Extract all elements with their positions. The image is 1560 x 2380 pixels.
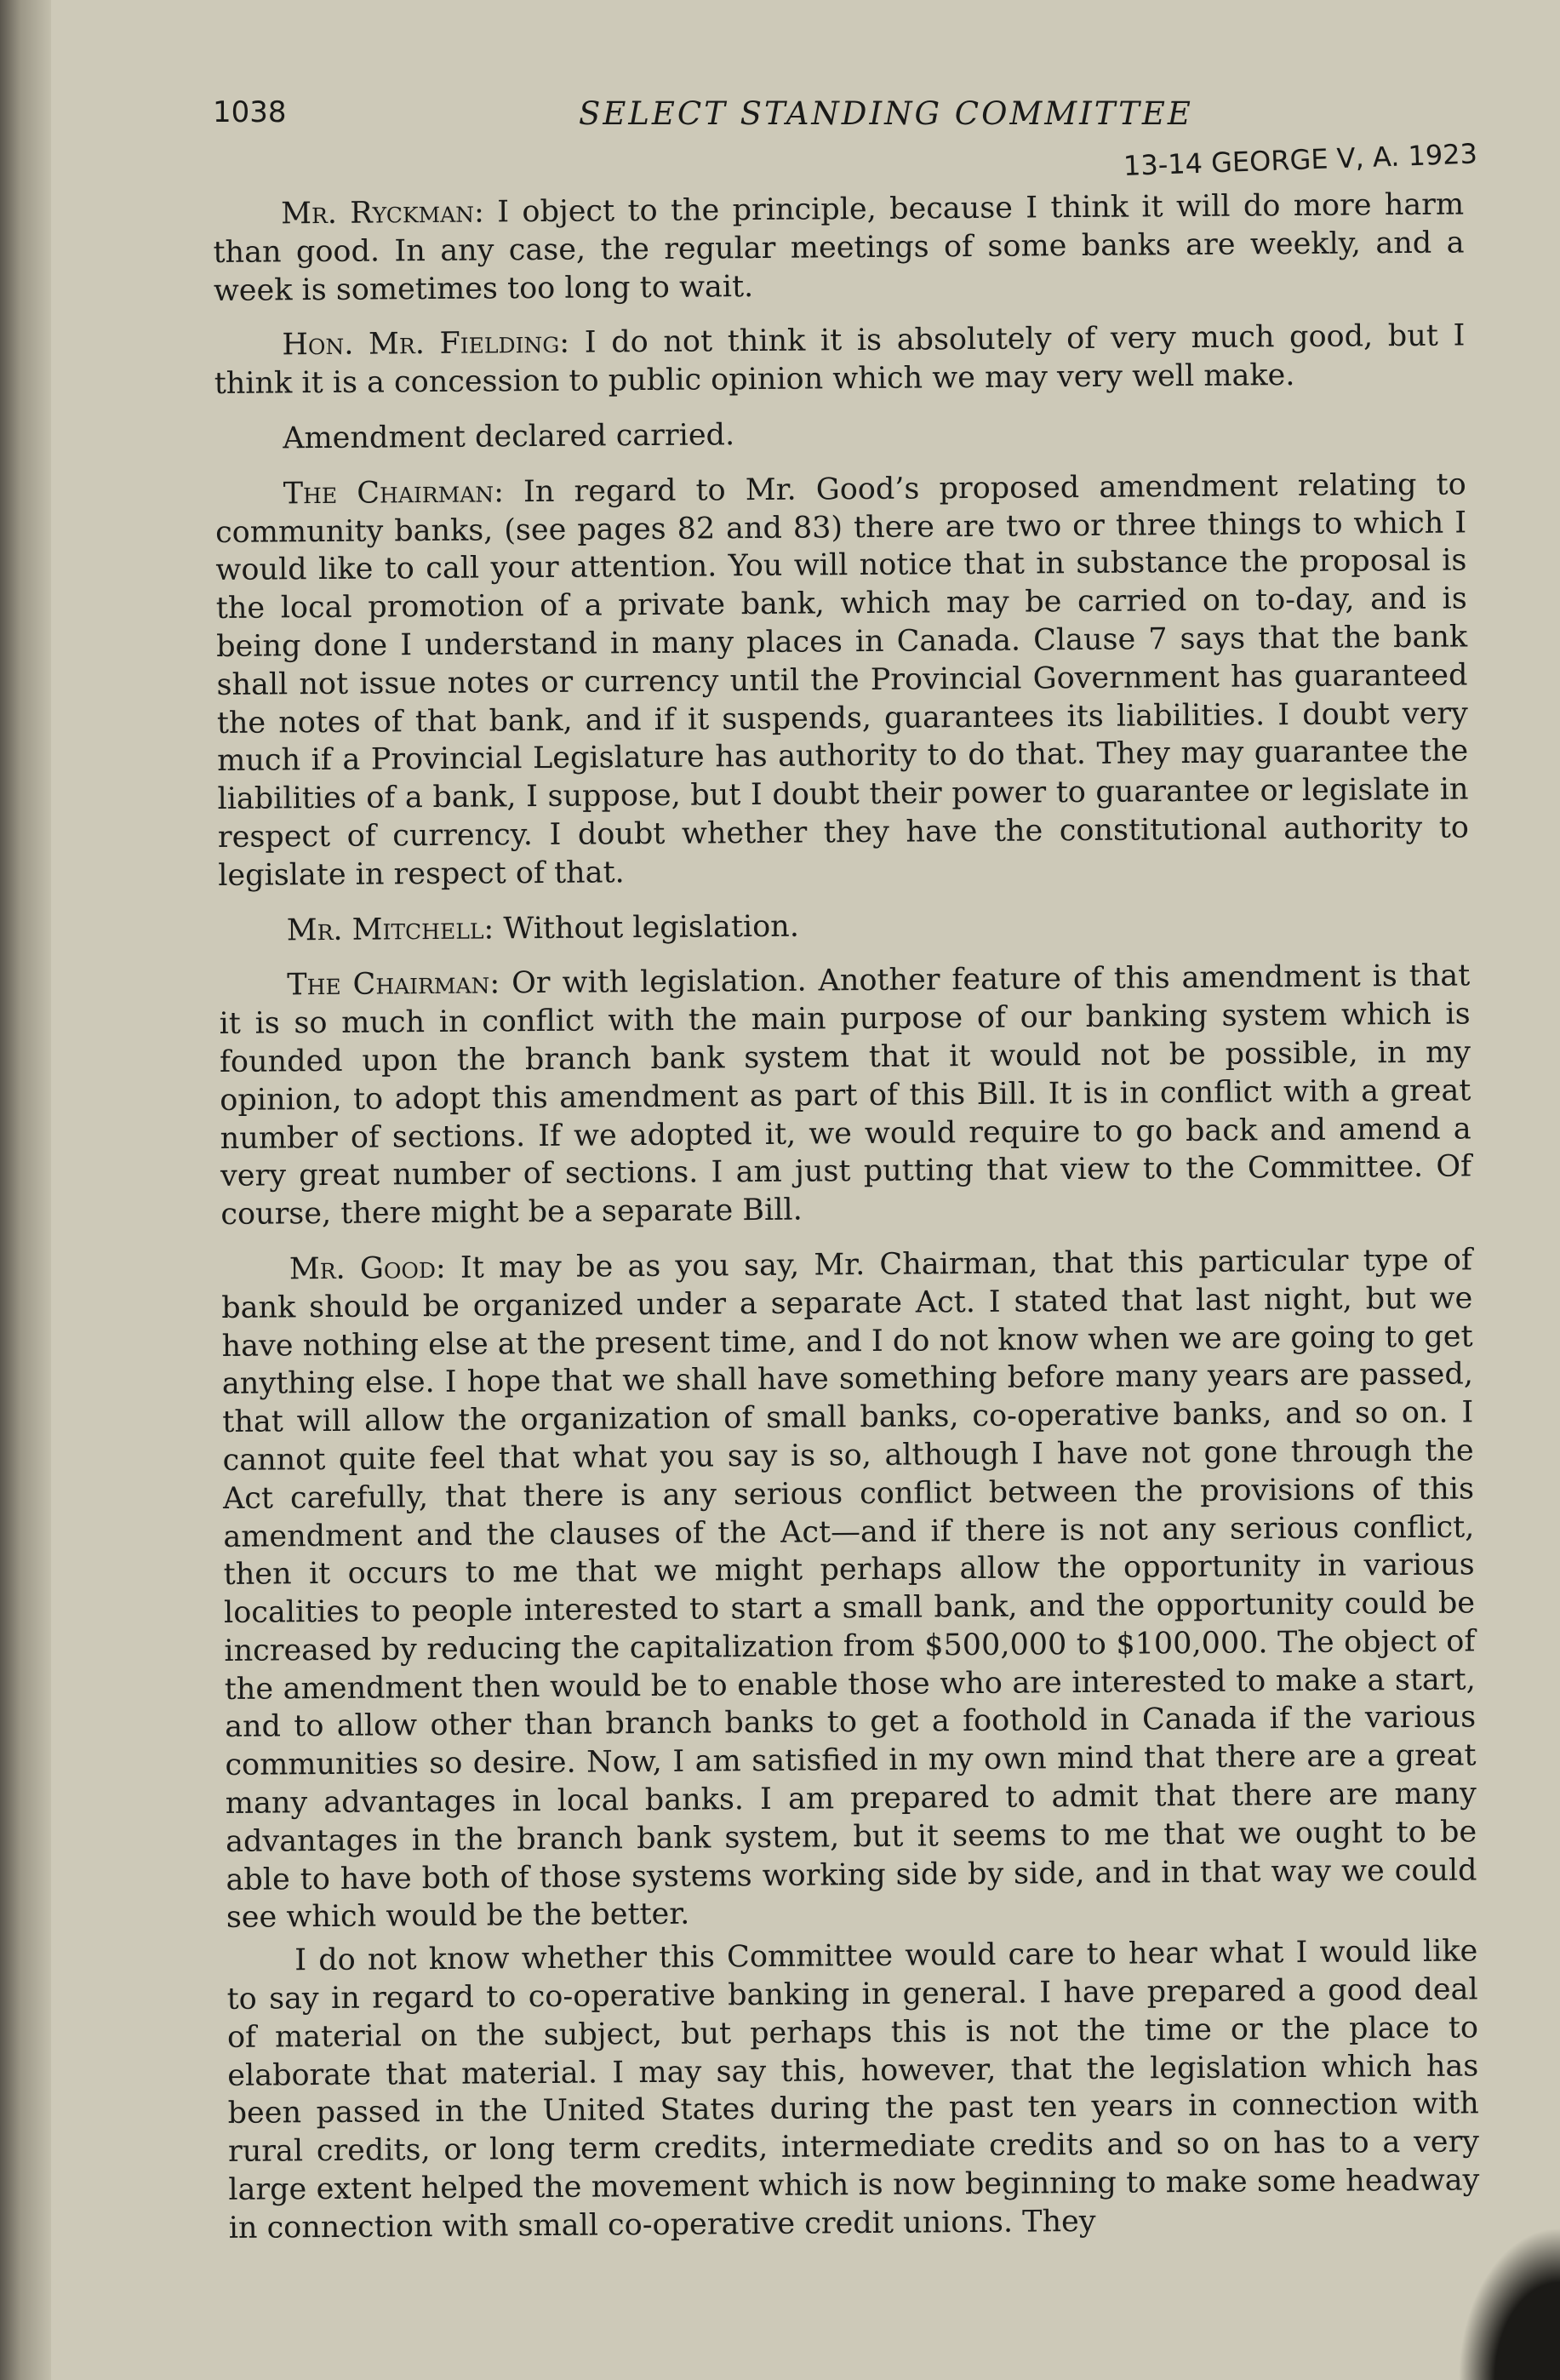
paragraph-text: I object to the principle, because I think it will do more harm than good. In any case, the regular meetings of some banks are weekly, and a week is sometimes too long to wait. bbox=[213, 187, 1465, 308]
paragraph-text: Amendment declared carried. bbox=[283, 418, 735, 456]
speaker-name: Hon. Mr. Fielding: bbox=[282, 326, 570, 363]
paragraph bbox=[226, 1933, 1480, 2248]
page-header bbox=[213, 95, 1498, 146]
paragraph-text: Without legislation. bbox=[494, 909, 800, 946]
speaker-name: The Chairman: bbox=[287, 966, 500, 1003]
running-title: SELECT STANDING COMMITTEE bbox=[579, 95, 1193, 132]
paragraph bbox=[221, 1241, 1477, 1937]
speaker-name: Mr. Mitchell: bbox=[286, 911, 494, 947]
speaker-name: The Chairman: bbox=[283, 475, 505, 512]
paragraph bbox=[213, 186, 1465, 310]
paragraph bbox=[214, 318, 1466, 403]
paragraph bbox=[219, 902, 1470, 950]
paragraph bbox=[219, 958, 1471, 1234]
speaker-name: Mr. Good: bbox=[289, 1250, 446, 1287]
page-number: 1038 bbox=[213, 95, 287, 129]
session-label: 13-14 GEORGE V, A. 1923 bbox=[1123, 137, 1478, 182]
paragraph-text: I do not think it is absolutely of very much good, but I think it is a concession to public opinion which we may very well make. bbox=[214, 318, 1466, 402]
paragraph bbox=[215, 466, 1470, 895]
page-corner-shadow bbox=[1458, 2227, 1560, 2380]
paragraph bbox=[214, 410, 1466, 458]
paragraph-text: Or with legislation. Another feature of this amendment is that it is so much in conflict with the main purpose of our banking system which is founded upon the branch bank system that it would not be possible, in my opinion, to adopt this amendment as part of this Bill. It is in conflict with a great number of sections. If we adopted it, we would require to go back and amend a very great number of sections. I am just putting that view to the Committee. Of course, there might be a separate Bill. bbox=[219, 958, 1472, 1233]
page-gutter-edge bbox=[0, 0, 51, 2380]
paragraph-text: I do not know whether this Committee would care to hear what I would like to say in regard to co-operative banking in general. I have prepared a good deal of material on the subject, but perhaps this is not the time or the place to elaborate that material. I may say this, however, that the legislation which has been passed in the United States during the past ten years in connection with rural credits, or long term credits, intermediate credits and so on has to a very large extent helped the movement which is now beginning to make some headway in connection with small co-operative credit unions. They bbox=[226, 1934, 1480, 2246]
document-body bbox=[213, 186, 1480, 2264]
paragraph-text: In regard to Mr. Good’s proposed amendment relating to community banks, (see pages 82 and 83) there are two or three things to which I would like to call your attention. You will notice that in substance the proposal is the local promotion of a private bank, which may be carried on to-day, and is being done I understand in many places in Canada. Clause 7 says that the bank shall not issue notes or currency until the Provincial Government has guaranteed the notes of that bank, and if it suspends, guarantees its liabilities. I doubt very much if a Provincial Legislature has authority to do that. They may guarantee the liabilities of a bank, I suppose, but I doubt their power to guarantee or legislate in respect of currency. I doubt whether they have the constitutional authority to legislate in respect of that. bbox=[214, 467, 1470, 893]
speaker-name: Mr. Ryckman: bbox=[281, 195, 485, 232]
paragraph-text: It may be as you say, Mr. Chairman, that this particular type of bank should be organized under a separate Act. I stated that last night, but we have nothing else at the present time, and I do not know when we are going to get anything else. I hope that we shall have something before many years are passed, that will allow the organization of small banks, co-operative banks, and so on. I cannot quite feel that what you say is so, although I have not gone through the Act carefully, that there is any serious conflict between the provisions of this amendment and the clauses of the Act—and if there is not any serious conflict, then it occurs to me that we might perhaps allow the opportunity in various localities to people interested to start a small bank, and the opportunity could be increased by reducing the capitalization from $500,000 to $100,000. The object of the amendment then would be to enable those who are interested to make a start, and to allow other than branch banks to get a foothold in Canada if the various communities so desire. Now, I am satisfied in my own mind that there are a great many advantages in local banks. I am prepared to admit that there are many advantages in the branch bank system, but it seems to me that we ought to be able to have both of those systems working side by side, and in that way we could see which would be the better. bbox=[221, 1243, 1477, 1936]
